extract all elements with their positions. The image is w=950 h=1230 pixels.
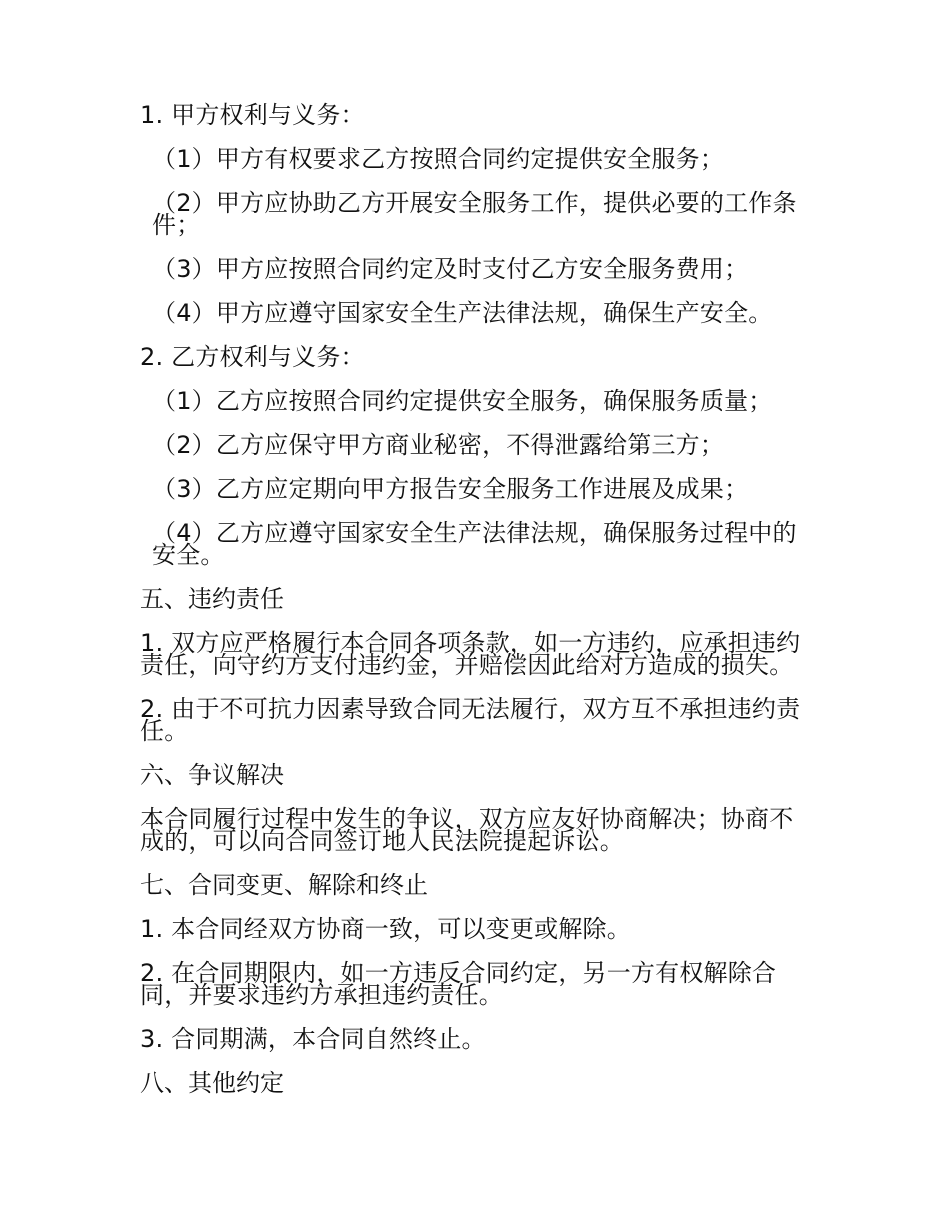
party-a-title: 1. 甲方权利与义务： [140,101,365,129]
party-b-title: 2. 乙方权利与义务： [140,343,365,371]
dispute-text: 本合同履行过程中发生的争议，双方应友好协商解决；协商不成的，可以向合同签订地人民法院提起诉讼。 [140,805,794,855]
party-b-item-2: （2）乙方应保守甲方商业秘密，不得泄露给第三方； [152,431,725,459]
breach-item-1: 1. 双方应严格履行本合同各项条款，如一方违约，应承担违约责任，向守约方支付违约金，并赔偿因此给对方造成的损失。 [140,629,801,679]
party-b-item-4: （4）乙方应遵守国家安全生产法律法规，确保服务过程中的安全。 [152,519,797,569]
party-a-item-1: （1）甲方有权要求乙方按照合同约定提供安全服务； [152,145,725,173]
dispute-heading: 六、争议解决 [140,761,284,789]
change-item-3: 3. 合同期满，本合同自然终止。 [140,1025,486,1053]
breach-item-2: 2. 由于不可抗力因素导致合同无法履行，双方互不承担违约责任。 [140,695,801,745]
party-a-item-3: （3）甲方应按照合同约定及时支付乙方安全服务费用； [152,255,749,283]
party-b-item-3: （3）乙方应定期向甲方报告安全服务工作进展及成果； [152,475,749,503]
party-b-item-1: （1）乙方应按照合同约定提供安全服务，确保服务质量； [152,387,773,415]
breach-heading: 五、违约责任 [140,585,284,613]
change-item-2: 2. 在合同期限内，如一方违反合同约定，另一方有权解除合同，并要求违约方承担违约责任。 [140,959,777,1009]
contract-page [140,101,812,1116]
party-a-item-2: （2）甲方应协助乙方开展安全服务工作，提供必要的工作条件； [152,189,797,239]
party-a-item-4: （4）甲方应遵守国家安全生产法律法规，确保生产安全。 [152,299,773,327]
other-heading: 八、其他约定 [140,1069,284,1097]
change-item-1: 1. 本合同经双方协商一致，可以变更或解除。 [140,915,631,943]
change-heading: 七、合同变更、解除和终止 [140,871,428,899]
